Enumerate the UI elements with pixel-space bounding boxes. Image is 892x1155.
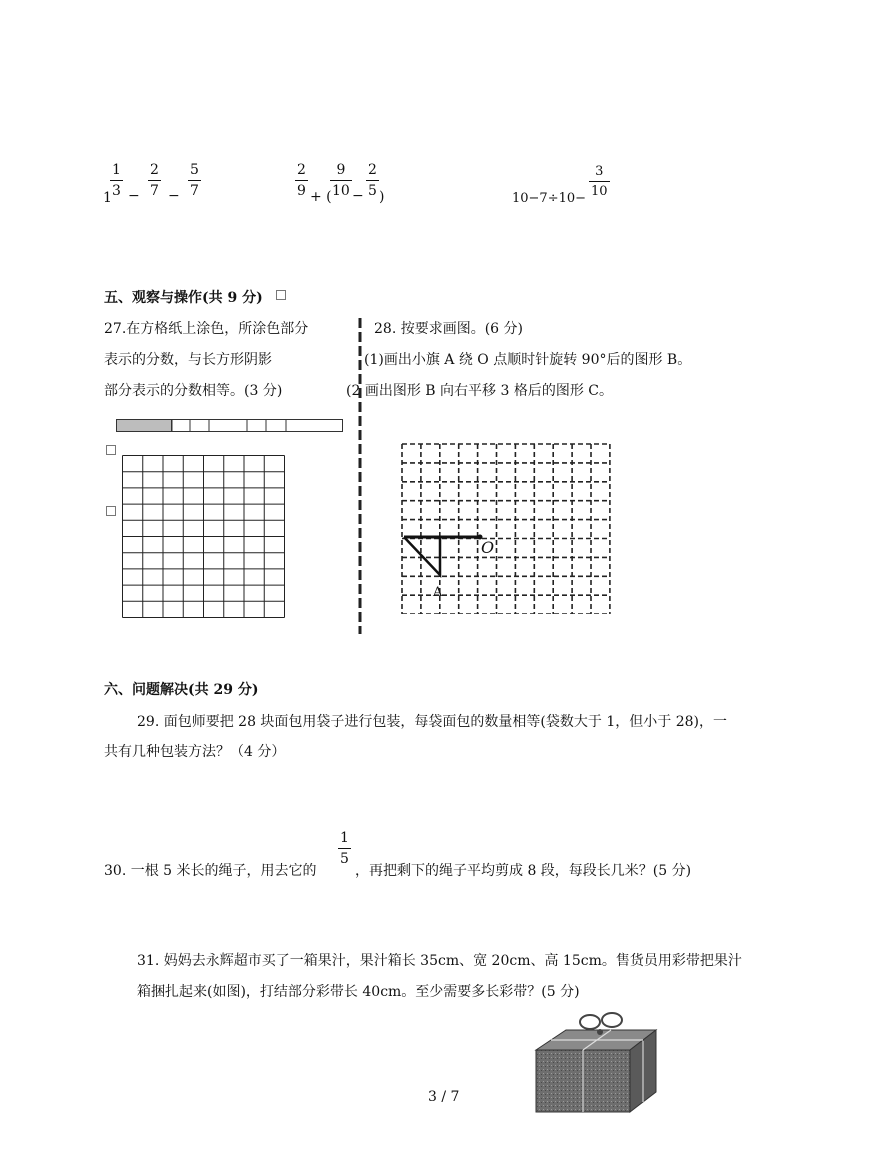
calc-expr-2-close-paren: )	[379, 189, 385, 205]
q27-line-3: 部分表示的分数相等。(3 分)	[104, 383, 283, 399]
q30-fraction: 1 5	[340, 830, 349, 867]
calc-expr-2-op-2: −	[352, 188, 364, 204]
calc-expr-1-op-1: −	[128, 188, 140, 204]
q28-line-3: (2 画出图形 B 向右平移 3 格后的图形 C。	[346, 383, 613, 399]
placeholder-box	[106, 506, 116, 516]
q31-line-2: 箱捆扎起来(如图)，打结部分彩带长 40cm。至少需要多长彩带？(5 分)	[137, 984, 580, 1000]
q29-line-2: 共有几种包装方法？（4 分）	[104, 744, 286, 760]
calc-expr-2-frac-1: 2 9	[297, 162, 306, 199]
label-a: A	[433, 585, 443, 600]
gift-box-illustration	[530, 1008, 660, 1114]
q31-line-1: 31. 妈妈去永辉超市买了一箱果汁，果汁箱长 35cm、宽 20cm、高 15cm。售货员用彩带把果汁	[137, 953, 742, 969]
calc-expr-1-frac-2: 2 7	[150, 162, 159, 199]
calc-expr-1-whole: 1	[103, 190, 112, 206]
q28-line-2: (1)画出小旗 A 绕 O 点顺时针旋转 90°后的图形 B。	[364, 352, 692, 368]
q28-dashed-grid[interactable]	[400, 442, 612, 614]
calc-expr-1-frac-1: 1 3	[112, 162, 121, 199]
q27-line-2: 表示的分数，与长方形阴影	[104, 352, 272, 368]
calc-expr-3-text: 10−7÷10−	[512, 191, 587, 206]
q30-text-before: 30. 一根 5 米长的绳子，用去它的	[104, 863, 317, 879]
q29-line-1: 29. 面包师要把 28 块面包用袋子进行包装，每袋面包的数量相等(袋数大于 1，但小于 28)，一	[137, 714, 727, 730]
q27-line-1: 27.在方格纸上涂色，所涂色部分	[104, 321, 309, 337]
calc-expr-1-frac-3: 5 7	[190, 162, 199, 199]
column-divider	[356, 318, 364, 634]
calc-expr-1-op-2: −	[168, 188, 180, 204]
calc-expr-2-op-1: + (	[310, 189, 332, 205]
flag-triangle	[404, 537, 440, 575]
page-number: 3 / 7	[428, 1089, 460, 1105]
section-6-heading: 六、问题解决(共 29 分)	[104, 682, 259, 698]
calc-expr-3-frac: 3 10	[591, 164, 608, 199]
placeholder-box	[106, 445, 116, 455]
q27-square-grid[interactable]	[122, 455, 286, 620]
label-o: O	[481, 538, 495, 557]
placeholder-box	[276, 290, 286, 300]
calc-expr-2-frac-2: 9 10	[332, 162, 350, 199]
q30-text-after: ，再把剩下的绳子平均剪成 8 段，每段长几米？(5 分)	[355, 863, 692, 879]
section-5-heading: 五、观察与操作(共 9 分)	[104, 290, 263, 306]
shaded-rectangle-bar	[116, 419, 344, 433]
q28-line-1: 28. 按要求画图。(6 分)	[374, 321, 523, 337]
calc-expr-2-frac-3: 2 5	[368, 162, 377, 199]
